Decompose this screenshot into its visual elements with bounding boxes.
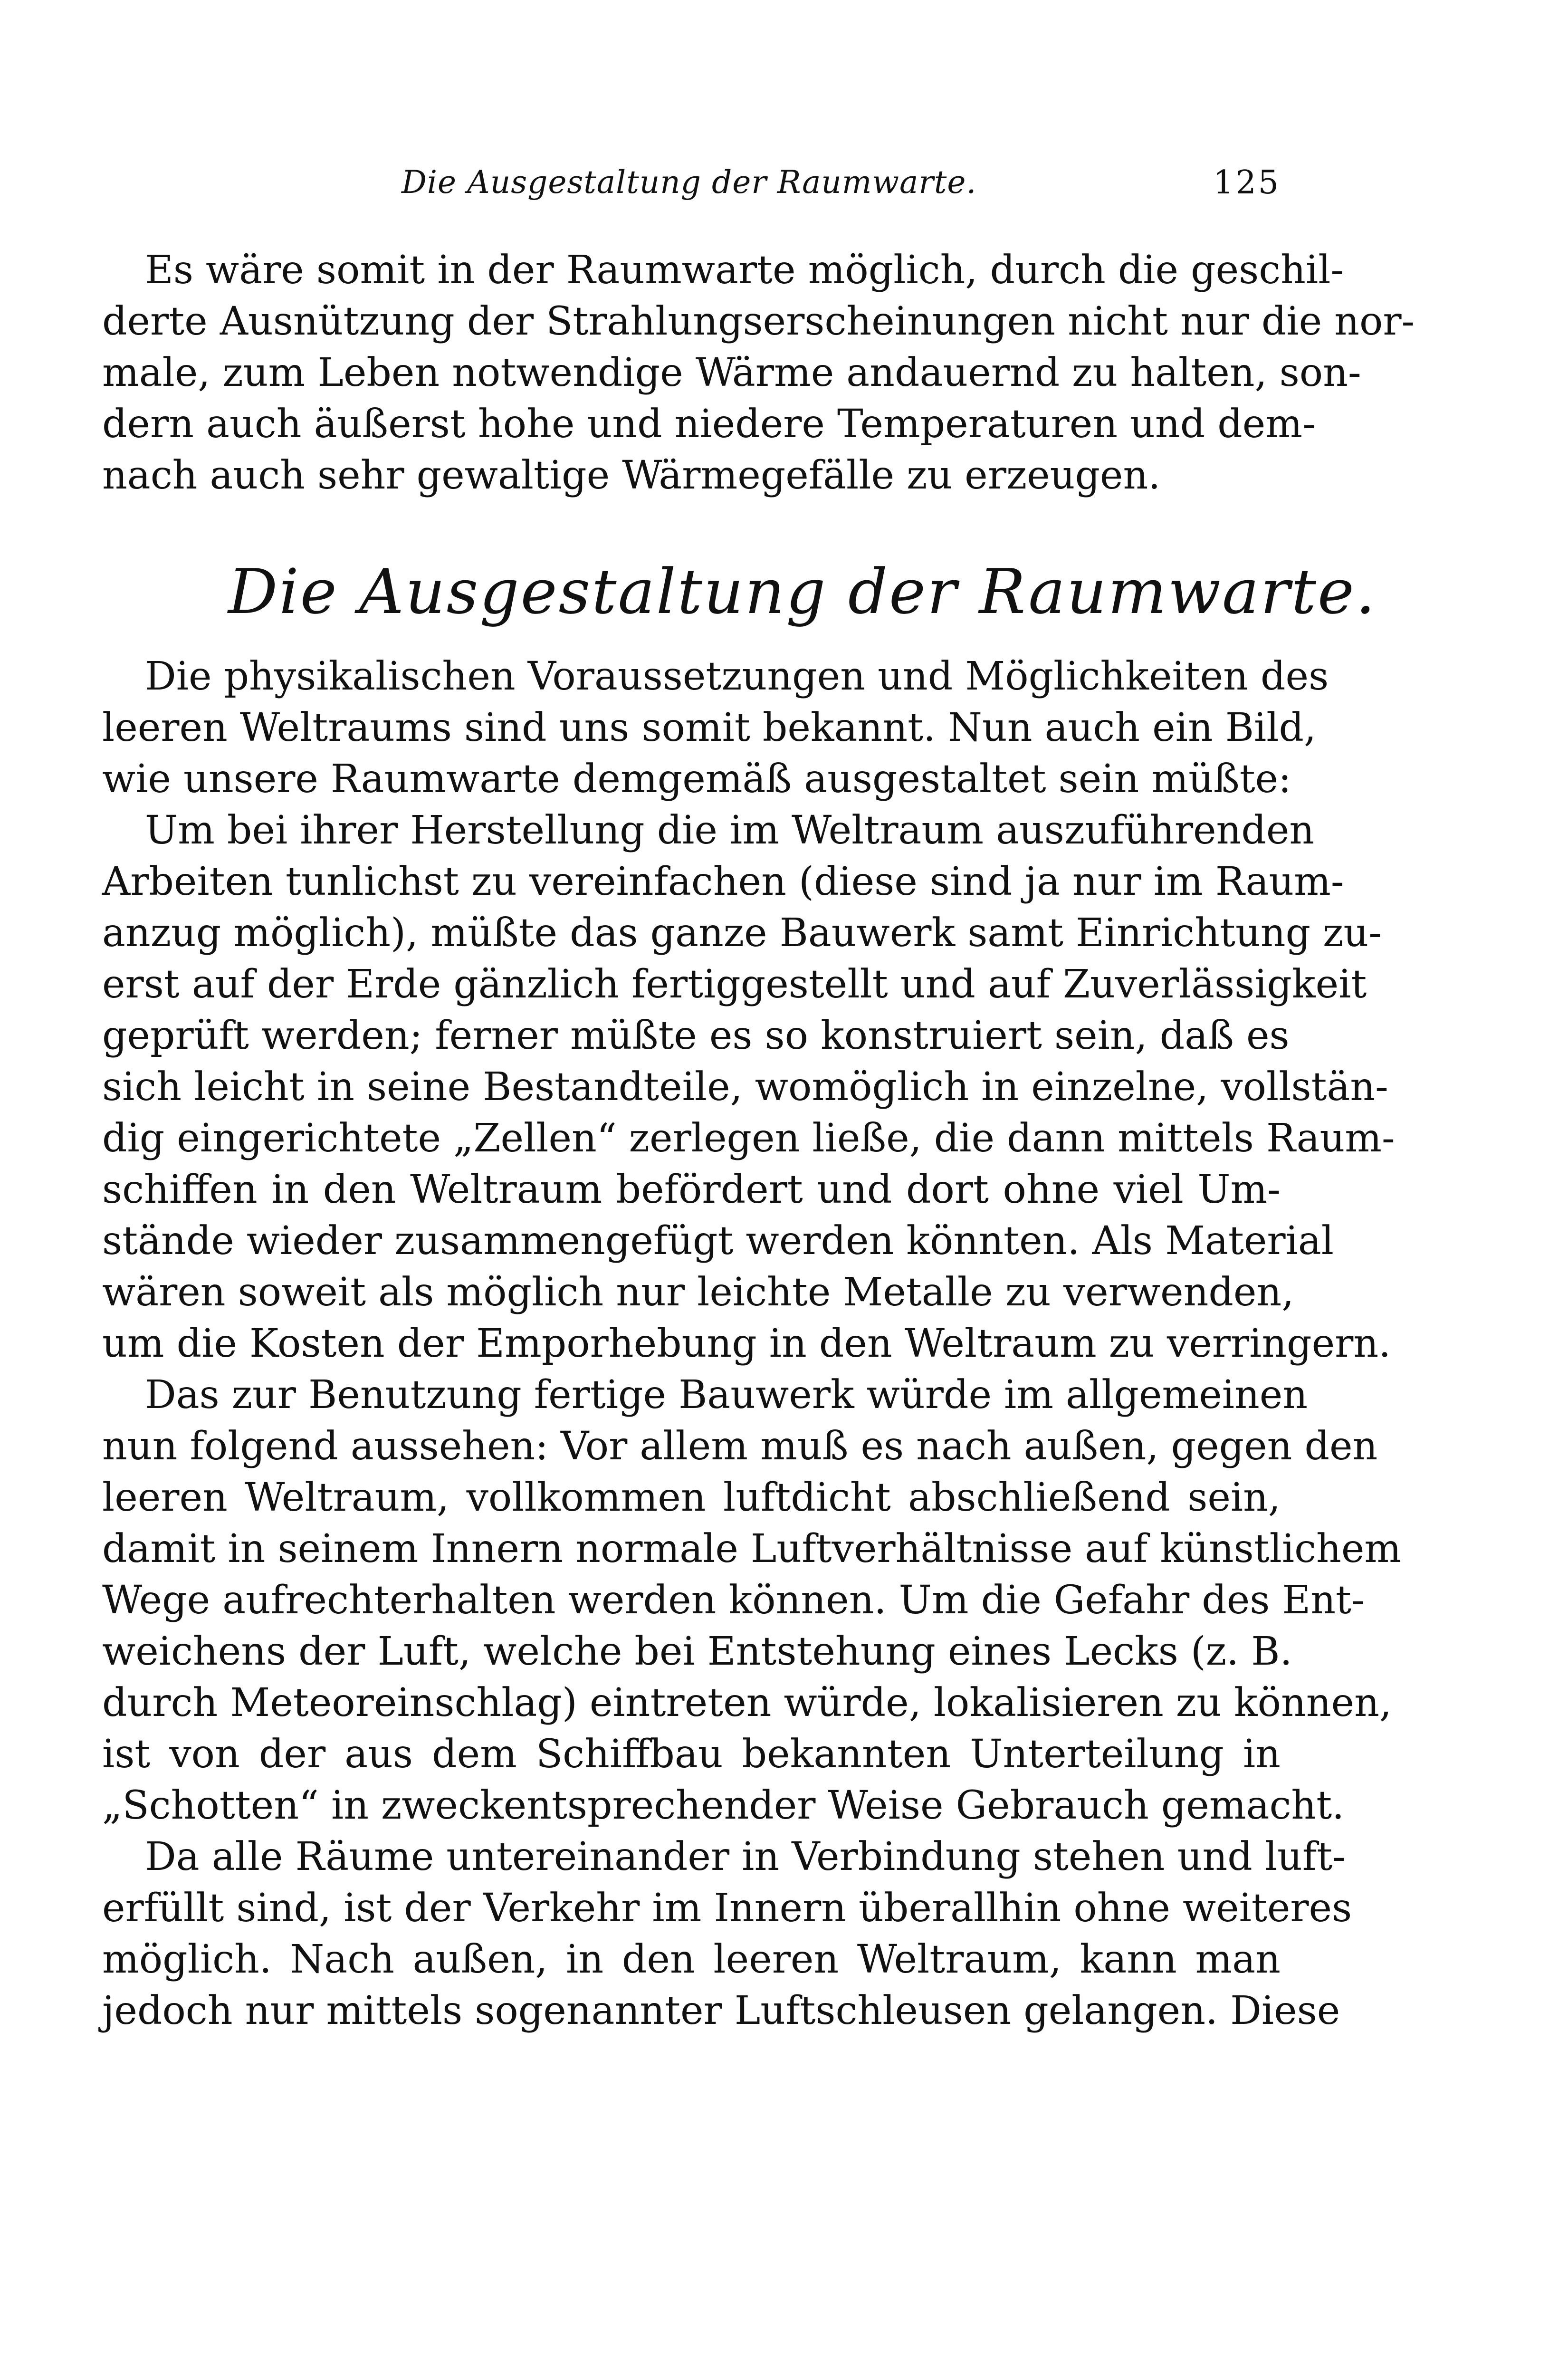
text-line: Wege aufrechterhalten werden können. Um die Gefahr des Ent- xyxy=(102,1578,1365,1623)
paragraph-5 xyxy=(102,1831,1352,2037)
text-line: derte Ausnützung der Strahlungserscheinungen nicht nur die nor- xyxy=(102,299,1415,344)
text-line: um die Kosten der Emporhebung in den Weltraum zu verringern. xyxy=(102,1321,1391,1366)
section-heading: Die Ausgestaltung der Raumwarte. xyxy=(228,556,1377,628)
text-line: sich leicht in seine Bestandteile, womöglich in einzelne, vollstän- xyxy=(102,1064,1388,1110)
text-line: wären soweit als möglich nur leichte Metalle zu verwenden, xyxy=(102,1270,1294,1315)
text-line: wie unsere Raumwarte demgemäß ausgestaltet sein müßte: xyxy=(102,757,1291,802)
text-line: leeren Weltraums sind uns somit bekannt. Nun auch ein Bild, xyxy=(102,705,1317,750)
text-line: anzug möglich), müßte das ganze Bauwerk samt Einrichtung zu- xyxy=(102,910,1382,956)
text-line: leeren Weltraum, vollkommen luftdicht abschließend sein, xyxy=(102,1475,1281,1520)
paragraph-4 xyxy=(102,1370,1402,1831)
text-line: damit in seinem Innern normale Luftverhältnisse auf künstlichem xyxy=(102,1526,1402,1571)
text-line: durch Meteoreinschlag) eintreten würde, lokalisieren zu können, xyxy=(102,1680,1392,1725)
text-line: dig eingerichtete „Zellen“ zerlegen ließe, die dann mittels Raum- xyxy=(102,1116,1395,1161)
text-line: Arbeiten tunlichst zu vereinfachen (diese sind ja nur im Raum- xyxy=(102,859,1344,904)
text-line: schiffen in den Weltraum befördert und dort ohne viel Um- xyxy=(102,1167,1281,1212)
text-line: Da alle Räume untereinander in Verbindung stehen und luft- xyxy=(145,1834,1346,1879)
text-line: stände wieder zusammengefügt werden könnten. Als Material xyxy=(102,1218,1334,1264)
text-line: dern auch äußerst hohe und niedere Temperaturen und dem- xyxy=(102,402,1316,447)
running-head xyxy=(102,164,1281,216)
text-line: „Schotten“ in zweckentsprechender Weise Gebrauch gemacht. xyxy=(102,1783,1345,1828)
text-line: erst auf der Erde gänzlich fertiggestellt und auf Zuverlässigkeit xyxy=(102,962,1367,1007)
text-line: geprüft werden; ferner müßte es so konstruiert sein, daß es xyxy=(102,1013,1290,1058)
page-number: 125 xyxy=(1213,164,1281,201)
paragraph-1 xyxy=(102,245,1415,501)
text-line: nun folgend aussehen: Vor allem muß es nach außen, gegen den xyxy=(102,1424,1378,1469)
text-line: ist von der aus dem Schiffbau bekannten Unterteilung in xyxy=(102,1732,1281,1777)
text-line: Das zur Benutzung fertige Bauwerk würde im allgemeinen xyxy=(145,1372,1308,1418)
text-line: jedoch nur mittels sogenannter Luftschleusen gelangen. Diese xyxy=(102,1988,1340,2033)
paragraph-2 xyxy=(102,651,1329,805)
text-line: nach auch sehr gewaltige Wärmegefälle zu erzeugen. xyxy=(102,453,1161,498)
text-line: Es wäre somit in der Raumwarte möglich, durch die geschil- xyxy=(145,248,1344,293)
text-line: erfüllt sind, ist der Verkehr im Innern überallhin ohne weiteres xyxy=(102,1886,1352,1931)
text-line: weichens der Luft, welche bei Entstehung eines Lecks (z. B. xyxy=(102,1629,1292,1674)
text-line: Die physikalischen Voraussetzungen und Möglichkeiten des xyxy=(145,654,1329,699)
body-text xyxy=(102,651,1402,2037)
text-line: möglich. Nach außen, in den leeren Weltraum, kann man xyxy=(102,1937,1281,1982)
running-head-title: Die Ausgestaltung der Raumwarte. xyxy=(402,164,977,201)
text-line: male, zum Leben notwendige Wärme andauernd zu halten, son- xyxy=(102,350,1361,395)
paragraph-3 xyxy=(102,805,1395,1370)
text-line: Um bei ihrer Herstellung die im Weltraum auszuführenden xyxy=(145,808,1315,853)
